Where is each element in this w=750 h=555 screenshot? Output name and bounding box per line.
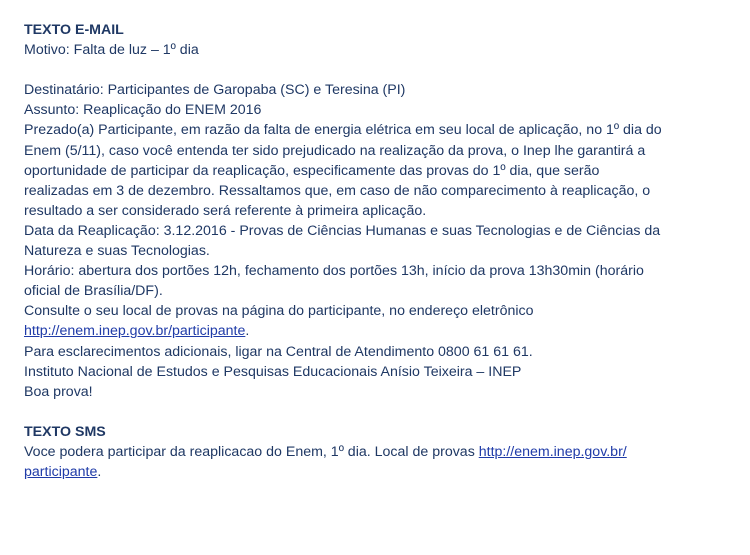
sms-link-part1[interactable]: http://enem.inep.gov.br/ <box>478 443 627 460</box>
punctuation: . <box>97 464 102 481</box>
email-data-line: Natureza e suas Tecnologias. <box>24 243 210 260</box>
spacer <box>24 60 724 80</box>
email-esclarecimentos: Para esclarecimentos adicionais, ligar na Central de Atendimento 0800 61 61 61. <box>24 343 533 360</box>
email-body-line: Prezado(a) Participante, em razão da falta de energia elétrica em seu local de aplicação, no 1º dia do <box>24 122 662 139</box>
email-body-line: realizadas em 3 de dezembro. Ressaltamos que, em caso de não comparecimento à reaplicação, o <box>24 182 651 199</box>
participant-page-link[interactable]: http://enem.inep.gov.br/participante <box>24 323 246 340</box>
email-consulte-link-line <box>24 321 724 341</box>
sms-text: Voce podera participar da reaplicacao do Enem, 1º dia. Local de provas <box>24 443 479 460</box>
email-heading: TEXTO E-MAIL <box>24 22 124 38</box>
email-horario-line: Horário: abertura dos portões 12h, fechamento dos portões 13h, início da prova 13h30min (horário <box>24 263 644 280</box>
sms-heading: TEXTO SMS <box>24 423 106 440</box>
email-instituto: Instituto Nacional de Estudos e Pesquisas Educacionais Anísio Teixeira – INEP <box>24 363 522 380</box>
email-motivo: Motivo: Falta de luz – 1º dia <box>24 42 199 59</box>
email-assunto: Assunto: Reaplicação do ENEM 2016 <box>24 102 262 119</box>
document-body <box>24 20 724 482</box>
email-body-line: oportunidade de participar da reaplicação, especificamente das provas do 1º dia, que serão <box>24 162 600 179</box>
sms-text-line-2 <box>24 462 724 482</box>
email-body-line: resultado a ser considerado será referente à primeira aplicação. <box>24 202 427 219</box>
spacer <box>24 402 724 422</box>
email-data-line: Data da Reaplicação: 3.12.2016 - Provas de Ciências Humanas e suas Tecnologias e de Ciências da <box>24 222 661 239</box>
email-boa-prova: Boa prova! <box>24 383 93 400</box>
sms-text-line <box>24 442 724 462</box>
email-body-line: Enem (5/11), caso você entenda ter sido prejudicado na realização da prova, o Inep lhe garantirá a <box>24 142 646 159</box>
email-horario-line: oficial de Brasília/DF). <box>24 283 163 300</box>
punctuation: . <box>245 323 250 340</box>
sms-link-part2[interactable]: participante <box>24 464 98 481</box>
email-destinatario: Destinatário: Participantes de Garopaba (SC) e Teresina (PI) <box>24 82 406 99</box>
email-consulte-line: Consulte o seu local de provas na página do participante, no endereço eletrônico <box>24 303 534 320</box>
